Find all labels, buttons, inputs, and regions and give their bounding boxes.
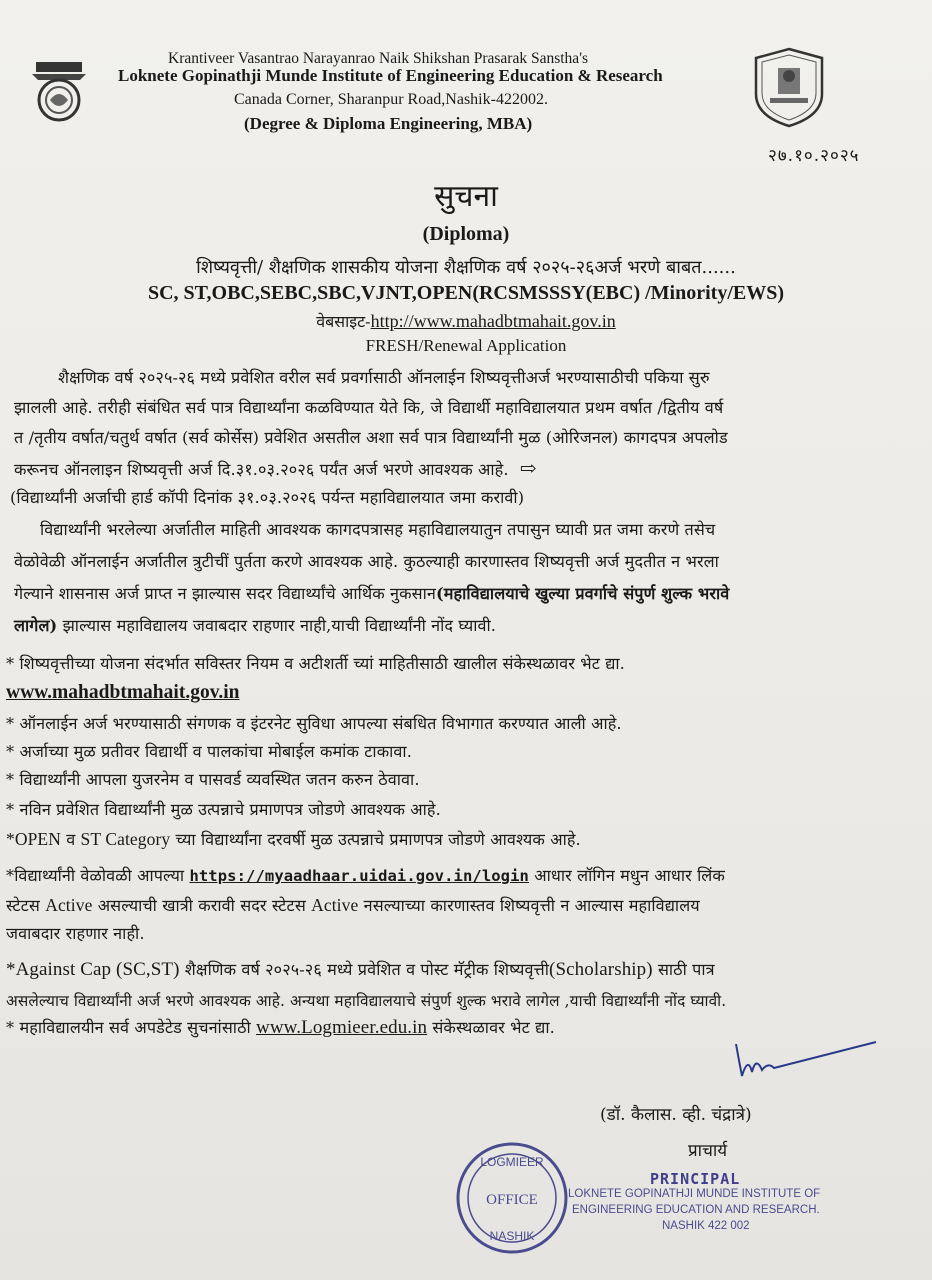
bullet-st-category: ST Category — [80, 829, 171, 849]
college-website-link[interactable]: www.Logmieer.edu.in — [256, 1017, 428, 1038]
society-emblem-icon — [752, 46, 826, 128]
office-seal-icon — [452, 1138, 572, 1258]
paragraph2-line3-text: गेल्याने शासनास अर्ज प्राप्त न झाल्यास सदर विद्यार्थ्यांचे आर्थिक नुकसान — [14, 584, 436, 603]
against-cap-text2: साठी पात्र — [652, 960, 715, 979]
bullet-username-password: * विद्यार्थ्यांनी आपला युजरनेम व पासवर्ड व्यवस्थित जतन करुन ठेवावा. — [6, 770, 420, 789]
bullet-income-certificate: * नविन प्रवेशित विद्यार्थ्यांनी मुळ उत्पन्नाचे प्रमाणपत्र जोडणे आवश्यक आहे. — [6, 800, 441, 819]
notice-date: २७.१०.२०२५ — [768, 146, 860, 166]
stamp-line-3: NASHIK 422 002 — [662, 1220, 750, 1232]
aadhaar-status-text2: नसल्याच्या कारणास्तव शिष्यवृत्ती न आल्यास महाविद्यालय — [358, 896, 700, 915]
bullet-open-st-income — [6, 828, 581, 850]
paragraph1-line5: (विद्यार्थ्यांनी अर्जाची हार्ड कॉपी दिनांक ३१.०३.२०२६ पर्यन्त महाविद्यालयात जमा करावी) — [10, 488, 525, 507]
bullet-mobile-number: * अर्जाच्या मुळ प्रतीवर विद्यार्थी व पालकांचा मोबाईल कमांक टाकावा. — [6, 742, 412, 761]
category-list: SC, ST,OBC,SEBC,SBC,VJNT,OPEN(RCSMSSSY(EBC) /Minority/EWS) — [147, 282, 785, 304]
bullet-open-label: *OPEN — [6, 829, 61, 849]
against-cap-text: शैक्षणिक वर्ष २०२५-२६ मध्ये प्रवेशित व पोस्ट मॅट्रीक शिष्यवृत्ती — [179, 960, 550, 979]
institute-address: Canada Corner, Sharanpur Road,Nashik-422002. — [234, 91, 548, 108]
seal-top-text: LOGMIEER — [480, 1155, 544, 1169]
institute-name: Loknete Gopinathji Munde Institute of Engineering Education & Research — [118, 66, 663, 85]
against-cap-label: *Against Cap (SC,ST) — [6, 959, 180, 980]
notice-subtitle: (Diploma) — [422, 223, 510, 245]
institute-programs: (Degree & Diploma Engineering, MBA) — [244, 114, 533, 133]
bullet-against-cap-line1 — [6, 958, 715, 981]
active-word-1: Active — [45, 895, 93, 915]
paragraph2-line3-bold: (महाविद्यालयाचे खुल्या प्रवर्गाचे संपुर्ण शुल्क भरावे — [435, 584, 730, 603]
updated-notices-text2: संकेस्थळावर भेट द्या. — [427, 1018, 555, 1037]
bullet-aadhaar-text: *विद्यार्थ्यांनी वेळोवळी आपल्या — [6, 866, 190, 885]
website-link[interactable]: http://www.mahadbtmahait.gov.in — [370, 311, 616, 331]
principal-name: (डॉ. कैलास. व्ही. चंद्रात्रे) — [600, 1105, 752, 1125]
paragraph1-line4 — [14, 456, 537, 480]
college-logo-icon — [28, 58, 90, 124]
bullet-aadhaar-line1 — [6, 864, 725, 886]
paragraph1-line3: त /तृतीय वर्षात/चतुर्थ वर्षात (सर्व कोर्सेस) प्रवेशित असतील अशा सर्व पात्र विद्यार्थ्यांनी मुळ (ओरिजनल) कागदपत्र अपलोड — [14, 428, 728, 447]
stamp-line-2: ENGINEERING EDUCATION AND RESEARCH. — [572, 1204, 820, 1216]
paragraph2-line4-text: झाल्यास महाविद्यालय जवाबदार राहणार नाही,याची विद्यार्थ्यांनी नोंद घ्यावी. — [57, 616, 497, 635]
aadhaar-status-label: स्टेटस — [6, 896, 46, 915]
paragraph2-line2: वेळोवेळी ऑनलाईन अर्जातील त्रुटीचीं पुर्तता करणे आवश्यक आहे. कुठल्याही कारणास्तव शिष्यवृत्ती अर्ज मुदतीत न भरला — [14, 552, 719, 571]
scholarship-word: (Scholarship) — [549, 959, 653, 980]
website-line — [0, 310, 932, 332]
notice-subject: शिष्यवृत्ती/ शैक्षणिक शासकीय योजना शैक्षणिक वर्ष २०२५-२६अर्ज भरणे बाबत...... — [196, 257, 736, 278]
website-label: वेबसाइट- — [316, 312, 371, 331]
paragraph1-line1: शैक्षणिक वर्ष २०२५-२६ मध्ये प्रवेशित वरील सर्व प्रवर्गासाठी ऑनलाईन शिष्यवृत्तीअर्ज भरण्यासाठीची पकिया सुरु — [58, 368, 710, 387]
updated-notices-text: * महाविद्यालयीन सर्व अपडेटेड सुचनांसाठी — [6, 1018, 257, 1037]
paragraph1-line4-text: करूनच ऑनलाइन शिष्यवृत्ती अर्ज दि.३१.०३.२०२६ पर्यंत अर्ज भरणे आवश्यक आहे. — [14, 460, 509, 479]
mahadbt-link[interactable]: www.mahadbtmahait.gov.in — [6, 682, 240, 703]
paragraph2-line3 — [14, 582, 729, 604]
handwritten-signature-icon — [728, 1036, 878, 1086]
aadhaar-login-link[interactable]: https://myaadhaar.uidai.gov.in/login — [189, 867, 529, 885]
principal-stamp-title: PRINCIPAL — [650, 1170, 741, 1188]
bullet-open-st-text: च्या विद्यार्थ्यांना दरवर्षी मुळ उत्पन्नाचे प्रमाणपत्र जोडणे आवश्यक आहे. — [170, 830, 581, 849]
principal-designation: प्राचार्य — [688, 1141, 728, 1161]
bullet-open-and: व — [60, 830, 81, 849]
paragraph2-line4 — [14, 614, 496, 636]
bullet-aadhaar-text2: आधार लॉगिन मधुन आधार लिंक — [528, 866, 725, 885]
paragraph2-line4-bold: लागेल) — [14, 616, 58, 635]
active-word-2: Active — [311, 895, 359, 915]
arrow-right-icon: ⇨ — [519, 456, 537, 480]
seal-center-text: OFFICE — [486, 1192, 538, 1208]
society-name: Krantiveer Vasantrao Narayanrao Naik Shikshan Prasarak Sanstha's — [168, 50, 589, 67]
paragraph1-line2: झालली आहे. तरीही संबंधित सर्व पात्र विद्यार्थ्यांना कळविण्यात येते कि, जे विद्यार्थी महाविद्यालयात प्रथम वर्षात /द्वितीय वर्ष — [14, 398, 724, 417]
bullet-aadhaar-line3: जवाबदार राहणार नाही. — [6, 924, 145, 943]
application-type: FRESH/Renewal Application — [365, 336, 567, 355]
bullet-updated-notices — [6, 1016, 555, 1039]
bullet-against-cap-line2: असलेल्याच विद्यार्थ्यांनी अर्ज भरणे आवश्यक आहे. अन्यथा महाविद्यालयाचे संपुर्ण शुल्क भरावे लागेल ,याची विद्यार्थ्यांनी नोंद घ्यावी. — [6, 992, 727, 1010]
aadhaar-status-text: असल्याची खात्री करावी सदर स्टेटस — [92, 896, 312, 915]
paragraph2-line1: विद्यार्थ्यांनी भरलेल्या अर्जातील माहिती आवश्यक कागदपत्रासह महाविद्यालयातुन तपासुन घ्यावी प्रत जमा करणे तसेच — [40, 520, 716, 539]
notice-title: सुचना — [434, 179, 498, 214]
seal-bottom-text: NASHIK — [489, 1229, 535, 1243]
bullet-rules-info: * शिष्यवृत्तीच्या योजना संदर्भात सविस्तर नियम व अटीशर्ती च्यां माहितीसाठी खालील संकेस्थळावर भेट द्या. — [6, 654, 625, 673]
bullet-computer-facility: * ऑनलाईन अर्ज भरण्यासाठी संगणक व इंटरनेट सुविधा आपल्या संबधित विभागात करण्यात आली आहे. — [6, 714, 622, 733]
stamp-line-1: LOKNETE GOPINATHJI MUNDE INSTITUTE OF — [568, 1188, 821, 1200]
bullet-aadhaar-line2 — [6, 894, 700, 916]
